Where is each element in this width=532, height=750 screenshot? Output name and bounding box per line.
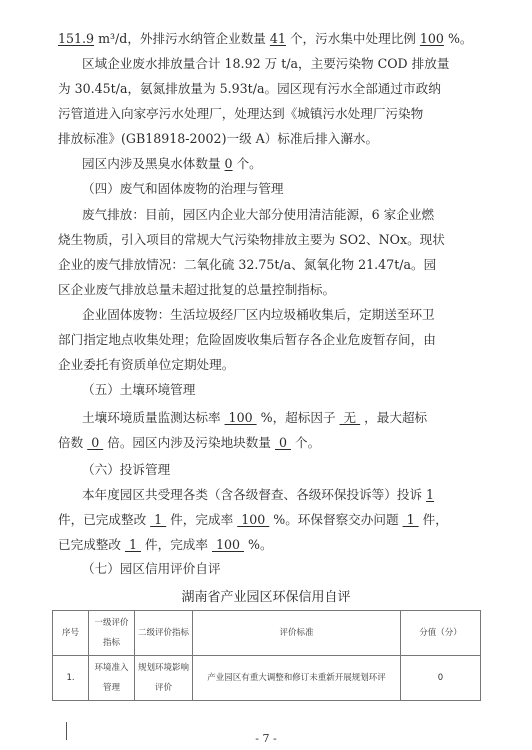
section-heading: （五）土壤环境管理 bbox=[82, 382, 196, 397]
text-line: 园区内涉及黑臭水体数量 0 个。 bbox=[82, 156, 262, 171]
header-cell: 分值（分） bbox=[401, 611, 481, 656]
text-line: 部门指定地点收集处理；危险固废收集后暂存各企业危废暂存间，由 bbox=[58, 332, 436, 347]
text-line: 企业的废气排放情况：二氧化硫 32.75t/a、氮氧化物 21.47t/a。园 bbox=[58, 257, 437, 272]
table-row bbox=[53, 656, 481, 701]
header-cell: 一级评价指标 bbox=[89, 611, 135, 656]
table-cell: 0 bbox=[401, 656, 481, 701]
text-line: 为 30.45t/a，氨氮排放量为 5.93t/a。园区现有污水全部通过市政纳 bbox=[58, 81, 441, 96]
header-cell: 二级评价指标 bbox=[135, 611, 193, 656]
text-line: 土壤环境质量监测达标率 100 %，超标因子 无 ，最大超标 bbox=[82, 410, 428, 425]
text-line: 151.9 m³/d，外排污水纳管企业数量 41 个，污水集中处理比例 100 %。 bbox=[58, 31, 473, 46]
header-cell: 评价标准 bbox=[193, 611, 401, 656]
text-line: 区域企业废水排放量合计 18.92 万 t/a，主要污染物 COD 排放量 bbox=[82, 56, 450, 71]
credit-evaluation-table bbox=[52, 610, 481, 701]
section-heading: （六）投诉管理 bbox=[82, 462, 171, 477]
table-cell: 环境准入管理 bbox=[89, 656, 135, 701]
text-line: 倍数 0 倍。园区内涉及污染地块数量 0 个。 bbox=[58, 435, 321, 450]
text-line: 件，已完成整改 1 件，完成率 100 %。环保督察交办问题 1 件， bbox=[58, 512, 448, 527]
text-line: 区企业废气排放总量未超过批复的总量控制指标。 bbox=[58, 282, 336, 297]
section-heading: （四）废气和固体废物的治理与管理 bbox=[82, 181, 284, 196]
text-line: 企业固体废物：生活垃圾经厂区内垃圾桶收集后，定期送至环卫 bbox=[82, 307, 435, 322]
text-line: 企业委托有资质单位定期处理。 bbox=[58, 357, 235, 372]
page-number: - 7 - bbox=[255, 732, 277, 745]
text-line: 废气排放：目前，园区内企业大部分使用清洁能源，6 家企业燃 bbox=[82, 207, 435, 222]
text-line: 烧生物质，引入项目的常规大气污染物排放主要为 SO2、NOx。现状 bbox=[58, 232, 445, 247]
table-header-row bbox=[53, 611, 481, 656]
text-line: 本年度园区共受理各类（含各级督查、各级环保投诉等）投诉 1 bbox=[82, 487, 435, 502]
table-cell: 产业园区有重大调整和修订未重新开展规划环评 bbox=[193, 656, 401, 701]
table-title: 湖南省产业园区环保信用自评 bbox=[181, 590, 351, 605]
header-cell: 序号 bbox=[53, 611, 89, 656]
text-line: 排放标准》(GB18918-2002)一级 A）标准后排入澥水。 bbox=[58, 131, 379, 146]
text-line: 已完成整改 1 件，完成率 100 %。 bbox=[58, 537, 273, 552]
section-heading: （七）园区信用评价自评 bbox=[82, 561, 221, 576]
text-line: 污管道进入向家亭污水处理厂，处理达到《城镇污水处理厂污染物 bbox=[58, 106, 424, 121]
table-cell: 1. bbox=[53, 656, 89, 701]
table-cell: 规划环境影响评价 bbox=[135, 656, 193, 701]
